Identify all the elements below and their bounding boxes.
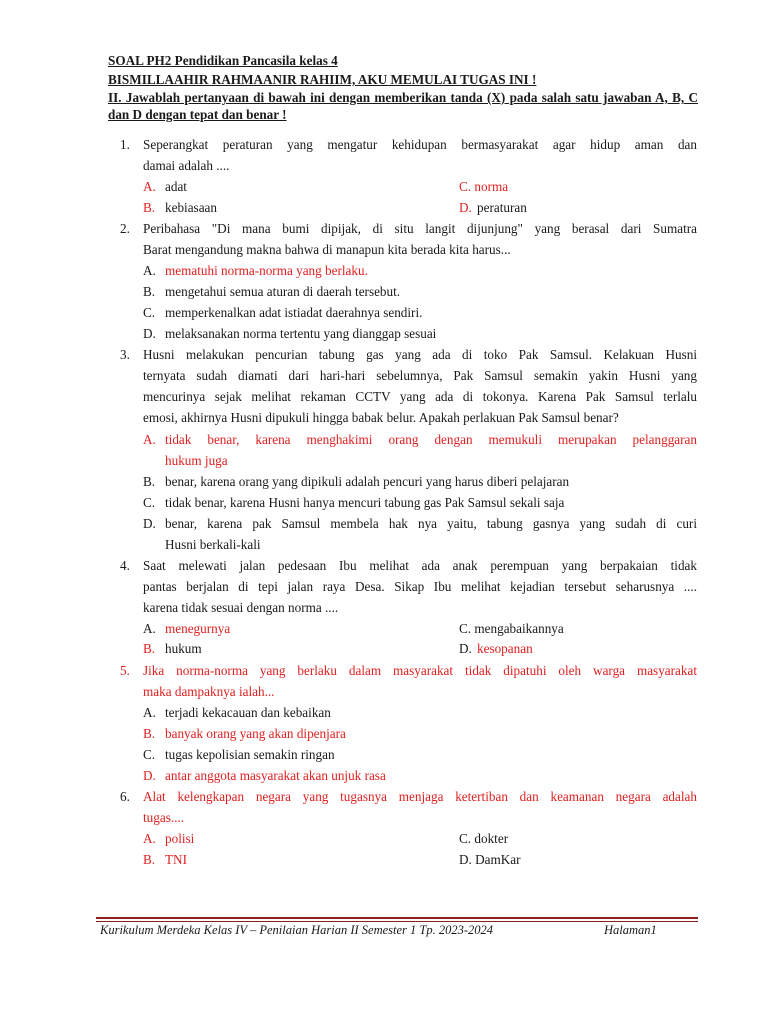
- question-number: 3.: [120, 347, 130, 362]
- option-text: polisi: [165, 831, 195, 846]
- footer-divider: [96, 917, 698, 919]
- question-text: tugas....: [143, 810, 185, 825]
- option-letter: B.: [143, 641, 156, 656]
- option-text: memperkenalkan adat istiadat daerahnya sendiri.: [165, 305, 423, 320]
- option-text: tugas kepolisian semakin ringan: [165, 747, 335, 762]
- option-letter: C.: [143, 495, 156, 510]
- option-letter: B.: [143, 284, 156, 299]
- question-number: 2.: [120, 221, 130, 236]
- question-text: Barat mengandung makna bahwa di manapun kita berada kita harus...: [143, 242, 511, 257]
- option-letter: B.: [143, 474, 156, 489]
- question-text: damai adalah ....: [143, 158, 230, 173]
- option-letter: A.: [143, 831, 156, 846]
- option-text-cont: Husni berkali-kali: [165, 537, 261, 552]
- question-text: Seperangkat peraturan yang mengatur kehidupan bermasyarakat agar hidup aman dan: [143, 137, 697, 152]
- option-text: antar anggota masyarakat akan unjuk rasa: [165, 768, 386, 783]
- question-text: karena tidak sesuai dengan norma ....: [143, 600, 339, 615]
- option-letter: D.: [143, 768, 156, 783]
- question-text: Husni melakukan pencurian tabung gas yang ada di toko Pak Samsul. Kelakuan Husni: [143, 347, 697, 362]
- bismillah-line: BISMILLAAHIR RAHMAANIR RAHIIM, AKU MEMULAI TUGAS INI !: [108, 72, 537, 87]
- option-letter: A.: [143, 432, 156, 447]
- option-text: hukum: [165, 641, 202, 656]
- footer-curriculum: Kurikulum Merdeka Kelas IV – Penilaian Harian II Semester 1 Tp. 2023-2024: [100, 923, 494, 937]
- option-letter: D.: [459, 641, 472, 656]
- document-title: SOAL PH2 Pendidikan Pancasila kelas 4: [108, 53, 338, 68]
- option-letter: A.: [143, 621, 156, 636]
- option-text: peraturan: [477, 200, 527, 215]
- question-text: Jika norma-norma yang berlaku dalam masyarakat tidak dipatuhi oleh warga masyarakat: [143, 663, 697, 678]
- option-text: mematuhi norma-norma yang berlaku.: [165, 263, 368, 278]
- question-text: Saat melewati jalan pedesaan Ibu melihat ada anak perempuan yang berpakaian tidak: [143, 558, 697, 573]
- option-text: C. dokter: [459, 831, 509, 846]
- option-letter: D.: [143, 516, 156, 531]
- option-text: kesopanan: [477, 641, 533, 656]
- question-text: mencurinya sejak melihat rekaman CCTV yang ada di tokonya. Karena Pak Samsul terlalu: [143, 389, 697, 404]
- option-text: mengetahui semua aturan di daerah tersebut.: [165, 284, 401, 299]
- option-letter: A.: [143, 179, 156, 194]
- question-number: 1.: [120, 137, 130, 152]
- option-text: terjadi kekacauan dan kebaikan: [165, 705, 331, 720]
- option-letter: B.: [143, 852, 156, 867]
- option-text: menegurnya: [165, 621, 231, 636]
- option-letter: C.: [143, 747, 156, 762]
- question-number: 5.: [120, 663, 130, 678]
- option-text: tidak benar, karena Husni hanya mencuri tabung gas Pak Samsul sekali saja: [165, 495, 565, 510]
- option-text: banyak orang yang akan dipenjara: [165, 726, 346, 741]
- question-text: Alat kelengkapan negara yang tugasnya menjaga ketertiban dan keamanan negara adalah: [143, 789, 697, 804]
- option-letter: B.: [143, 200, 156, 215]
- option-letter: A.: [143, 705, 156, 720]
- option-text: C. norma: [459, 179, 509, 194]
- option-text: D. DamKar: [459, 852, 521, 867]
- option-text: adat: [165, 179, 187, 194]
- option-text-cont: hukum juga: [165, 453, 228, 468]
- question-text: ternyata sudah diamati dari hari-hari sebelumnya, Pak Samsul semakin yakin Husni yang: [143, 368, 697, 383]
- question-number: 4.: [120, 558, 130, 573]
- page-number: Halaman1: [604, 923, 657, 937]
- option-letter: B.: [143, 726, 156, 741]
- instruction-text: II. Jawablah pertanyaan di bawah ini dengan memberikan tanda (X) pada salah satu jawaban A, B, C dan D dengan tepat dan benar !: [108, 90, 698, 122]
- option-letter: A.: [143, 263, 156, 278]
- option-text: benar, karena orang yang dipikuli adalah pencuri yang harus diberi pelajaran: [165, 474, 570, 489]
- option-letter: C.: [143, 305, 156, 320]
- option-text: tidak benar, karena menghakimi orang dengan memukuli merupakan pelanggaran: [165, 432, 697, 447]
- option-text: melaksanakan norma tertentu yang dianggap sesuai: [165, 326, 437, 341]
- question-text: pantas berjalan di tepi jalan raya Desa. Sikap Ibu melihat kejadian tersebut seharusnya ....: [143, 579, 697, 594]
- option-text: benar, karena pak Samsul membela hak nya yaitu, tabung gasnya yang sudah di curi: [165, 516, 697, 531]
- option-letter: D.: [143, 326, 156, 341]
- footer-divider: [96, 921, 698, 922]
- question-text: Peribahasa "Di mana bumi dipijak, di situ langit dijunjung" yang berasal dari Sumatra: [143, 221, 697, 236]
- question-text: maka dampaknya ialah...: [143, 684, 275, 699]
- option-text: TNI: [165, 852, 187, 867]
- option-text: kebiasaan: [165, 200, 217, 215]
- question-number: 6.: [120, 789, 130, 804]
- option-letter: D.: [459, 200, 472, 215]
- question-text: emosi, akhirnya Husni dipukuli hingga babak belur. Apakah perlakuan Pak Samsul benar?: [143, 410, 619, 425]
- option-text: C. mengabaikannya: [459, 621, 564, 636]
